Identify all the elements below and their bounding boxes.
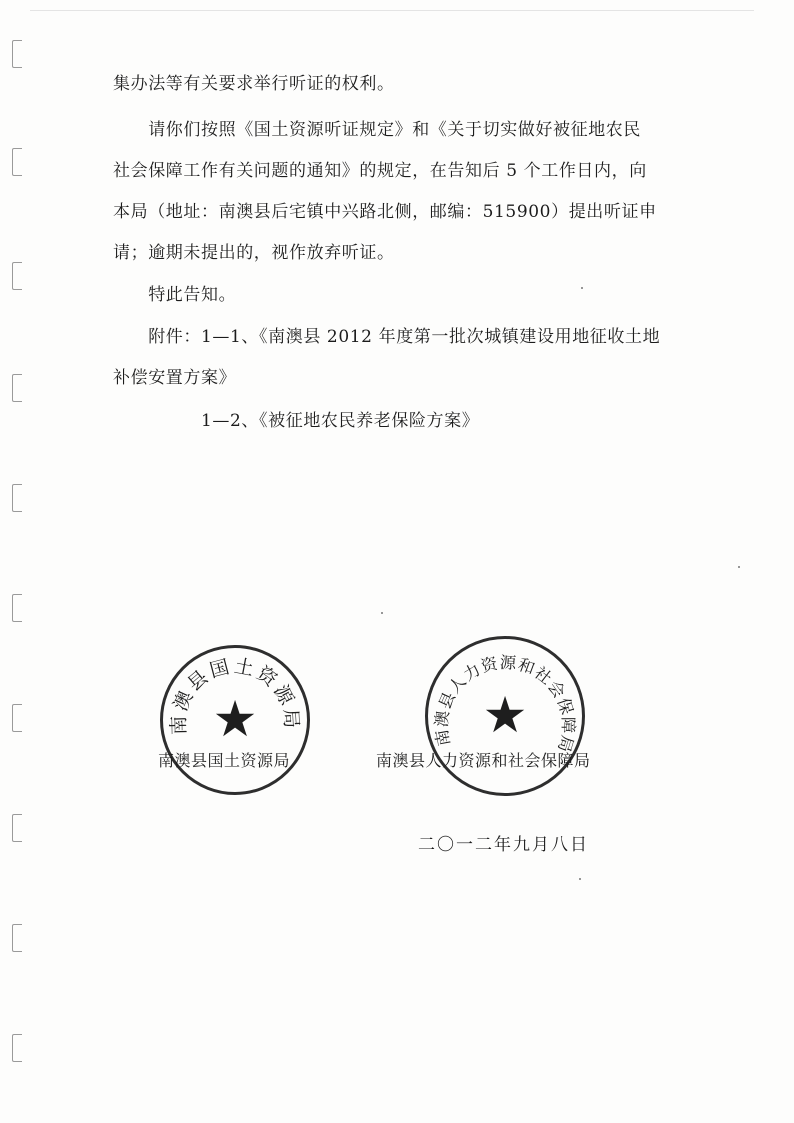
star-icon: ★ (212, 690, 258, 748)
attachment-line-1: 附件：1—1、《南澳县 2012 年度第一批次城镇建设用地征收土地 (113, 327, 661, 347)
hr-social-security-seal (425, 636, 585, 796)
closing-line: 特此告知。 (113, 285, 237, 305)
binder-hole (12, 814, 22, 842)
attachment-line-2: 补偿安置方案》 (113, 368, 237, 388)
signatory-right: 南澳县人力资源和社会保障局 (376, 751, 591, 770)
svg-text:南澳县国土资源局: 南澳县国土资源局 (166, 654, 304, 736)
binder-hole (12, 148, 22, 176)
signatory-left: 南澳县国土资源局 (158, 751, 291, 770)
binder-hole (12, 262, 22, 290)
binder-hole (12, 704, 22, 732)
scan-speck (581, 287, 583, 289)
binder-hole (12, 924, 22, 952)
svg-text:南澳县人力资源和社会保障局: 南澳县人力资源和社会保障局 (431, 652, 578, 756)
binder-hole (12, 40, 22, 68)
body-line-3: 社会保障工作有关问题的通知》的规定，在告知后 5 个工作日内，向 (113, 161, 647, 181)
body-line-4: 本局（地址：南澳县后宅镇中兴路北侧，邮编：515900）提出听证申 (113, 202, 657, 222)
body-line-5: 请；逾期未提出的，视作放弃听证。 (113, 243, 395, 263)
star-icon: ★ (482, 686, 528, 744)
binder-hole (12, 1034, 22, 1062)
attachment-line-3: 1—2、《被征地农民养老保险方案》 (113, 411, 480, 431)
binder-hole (12, 484, 22, 512)
binder-hole (12, 374, 22, 402)
scan-speck (381, 612, 383, 614)
body-line-2: 请你们按照《国土资源听证规定》和《关于切实做好被征地农民 (113, 120, 641, 140)
document-date: 二〇一二年九月八日 (418, 835, 589, 855)
scan-edge-line (30, 10, 754, 11)
binder-hole (12, 594, 22, 622)
body-line-1: 集办法等有关要求举行听证的权利。 (113, 74, 395, 94)
land-resources-seal (160, 645, 310, 795)
scan-speck (579, 878, 581, 880)
scan-speck (738, 566, 740, 568)
